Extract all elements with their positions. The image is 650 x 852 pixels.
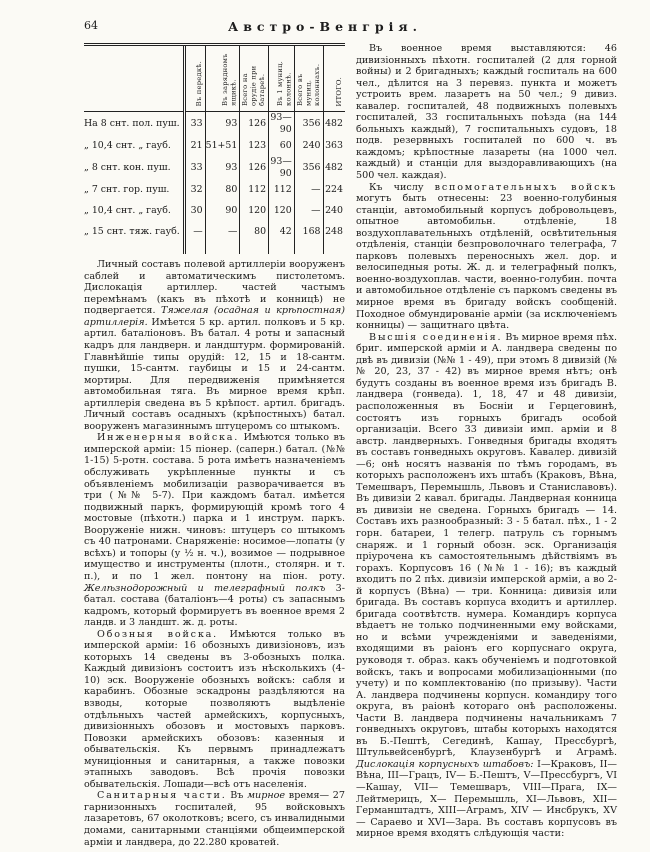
- paragraph: [84, 790, 345, 848]
- table-cell: —: [294, 179, 323, 200]
- body-text: Личный составъ полевой артиллеріи вооруженъ саблей и автоматическимъ пистолетомъ. Дислокація артиллер. частей частымъ перемѣнамъ (какъ въ пѣхотѣ и конницѣ) не подвергается.: [84, 259, 345, 317]
- paragraph: [84, 432, 345, 628]
- table-cell: 482: [323, 112, 345, 136]
- body-text: Къ числу: [369, 181, 435, 193]
- table-cell: 120: [240, 200, 269, 221]
- section-heading: Высшія соединенія.: [369, 331, 503, 343]
- page-header: [0, 0, 650, 37]
- italic-term: Дислокація корпусныхъ штабовъ:: [356, 758, 534, 770]
- table-cell: 356: [294, 156, 323, 179]
- table-cell: 126: [240, 112, 269, 136]
- table-cell: 21: [184, 135, 205, 156]
- table-cell: 240: [294, 135, 323, 156]
- table-cell: 30: [184, 200, 205, 221]
- body-text: I—Краковъ, II— Вѣна, III—Грацъ, IV— Б.-Пештъ, V—Прессбургъ, VI—Кашау, VII— Темешваръ, VIII—Прага, IX—Лейтмерицъ, X— Перемышль, XI—Львовъ, XII—Германштадтъ, XIII—Аграмъ, XIV — Инсбрукъ, XV— Сараево и XVI—Зара. Въ составъ корпусовъ въ мирное время входятъ слѣдующія части:: [356, 758, 617, 840]
- body-text: Имѣются только въ имперской арміи: 15 піонер. (саперн.) батал. (№№ 1-15) 5-ротн. состава. 5 рота имѣетъ назначеніемъ обслуживать укрѣпленные пункты и съ объявленіемъ мобилизаціи разворачивается въ три (№№ 5-7). При каждомъ батал. имѣется подвижный паркъ, формирующій кромѣ того 4 мостовые (пѣхотн.) парка и 1 инструм. паркъ. Вооруженіе нижн. чиновъ: штуцеръ со штыкомъ съ 40 патронами. Снаряженіе: носимое—лопаты (у всѣхъ) и топоры (у ½ н. ч.), возимое — подрывное имущество и инструменты (плотн., столярн. и т. п.), и по 1 жел. понтону на піон. роту.: [84, 432, 345, 582]
- table-row: [84, 221, 345, 254]
- section-heading: Обозныя войска.: [97, 628, 218, 640]
- row-label: „ 10,4 снт. „ гауб.: [84, 204, 171, 216]
- table-row: [84, 112, 345, 136]
- table-row: [84, 135, 345, 156]
- table-cell: 168: [294, 221, 323, 254]
- paragraph: [356, 43, 617, 182]
- row-label: „ 8 снт. кон. пуш.: [84, 161, 171, 173]
- table-cell: 120: [269, 200, 295, 221]
- table-cell: 33: [184, 156, 205, 179]
- table-cell: 363: [323, 135, 345, 156]
- table-cell: 126: [240, 156, 269, 179]
- paragraph: [84, 259, 345, 432]
- table-cell: 93—90: [269, 112, 295, 136]
- table-cell: 90: [205, 200, 240, 221]
- body-text: Въ мирное время пѣх. бриг. имперской арміи и А. ландвера сведены по двѣ въ дивизіи (№№ 1 - 49), при этомъ 8 дивизій (№№ 20, 23, 37 - 42) въ мирное время нѣтъ; онѣ будутъ созданы въ военное время изъ бригадъ В. ландвера (гонведа). 1, 18, 47 и 48 дивизіи, расположенныя въ Босніи и Герцеговинѣ, состоятъ изъ горныхъ бригадъ особой организаціи. Всего 33 дивизіи имп. арміи и 8 австр. ландверныхъ. Гонведныя бригады входятъ въ составъ гонведныхъ округовъ. Кавалер. дивизій—6; онѣ носятъ названія по тѣмъ городамъ, въ которыхъ расположенъ ихъ штабъ (Краковъ, Вѣна, Темешваръ, Перемышль, Львовъ и Станиславовъ). Въ дивизіи 2 кавал. бригады. Ландверная конница въ дивизіи не сведена. Горныхъ бригадъ — 14. Составъ ихъ разнообразный: 3 - 5 батал. пѣх., 1 - 2 горн. батареи, 1 телегр. патруль съ горнымъ снаряж. и 1 горный обозн. эск. Организація пріурочена къ самостоятельнымъ дѣйствіямъ въ горахъ. Корпусовъ 16 (№№ 1 - 16); въ каждый входитъ по 2 пѣх. дивизіи имперской арміи, а во 2-й корпусъ (Вѣна) — три. Конница: дивизія или бригада. Въ составъ корпуса входитъ и артиллер. бригада соотвѣтств. нумера. Командиръ корпуса вѣдаетъ не только подчиненными ему войсками, но и всѣми учрежденіями и заведеніями, входящими въ раіонъ его корпуснаго округа, руководя т. образ. какъ обученіемъ и подготовкой войскъ, такъ и вопросами мобилизаціонными (по учету) и по комплектованію (по призыву). Части А. ландвера подчинены корпусн. командиру того округа, въ раіонѣ котораго онѣ расположены. Части В. ландвера подчинены начальникамъ 7 гонведныхъ округовъ, штабы которыхъ находятся въ Б.-Пештѣ, Сегединѣ, Кашау, Прессбургѣ, Штульвейсенбургѣ, Клаузенбургѣ и Аграмѣ.: [356, 331, 618, 759]
- table-cell: 93: [205, 156, 240, 179]
- table-header-row: [84, 45, 345, 112]
- row-label: „ 15 снт. тяж. гауб.: [84, 225, 180, 237]
- column-header: Въ передкѣ.: [184, 45, 205, 112]
- table-cell: 240: [323, 200, 345, 221]
- right-column-text: [356, 43, 617, 840]
- right-column: [356, 43, 617, 848]
- table-cell: 93: [205, 112, 240, 136]
- column-header: Въ зарядномъ ящикѣ.: [205, 45, 240, 112]
- table-cell: —: [294, 200, 323, 221]
- table-row: [84, 200, 345, 221]
- page-title: Австро-Венгрія.: [228, 19, 422, 34]
- column-header: Въ 1 муниц. колоннѣ.: [269, 45, 295, 112]
- italic-term: Желѣзнодорожный и телеграфный полкъ: [84, 582, 326, 594]
- left-column-text: [84, 259, 345, 848]
- section-heading: Инженерныя войска.: [97, 432, 240, 444]
- paragraph: [356, 332, 617, 840]
- column-header: ИТОГО.: [323, 45, 345, 112]
- page-number: 64: [84, 19, 98, 32]
- paragraph: [84, 629, 345, 791]
- table-cell: 80: [240, 221, 269, 254]
- row-label: „ 7 снт. гор. пуш.: [84, 183, 170, 195]
- table-cell: 60: [269, 135, 295, 156]
- italic-term: мирное: [247, 790, 286, 802]
- body-text: время— 27 гарнизонныхъ госпиталей, 95 войсковыхъ лазаретовъ, 67 околотковъ; всего, съ инвалидными домами, санитарными станціями общеимперской арміи и ландвера, до 22.280 кроватей.: [84, 790, 345, 848]
- italic-term: Тяжелая (осадная и крѣпостная) артиллерія.: [84, 305, 345, 328]
- table-cell: 51+51: [205, 135, 240, 156]
- table-cell: 93—90: [269, 156, 295, 179]
- table-row: [84, 156, 345, 179]
- table-cell: 80: [205, 179, 240, 200]
- table-cell: 42: [269, 221, 295, 254]
- section-heading: вспомогательныхъ войскъ: [434, 181, 617, 193]
- paragraph: [356, 182, 617, 332]
- table-cell: 356: [294, 112, 323, 136]
- table-cell: 123: [240, 135, 269, 156]
- section-heading: Санитарныя части.: [97, 790, 227, 802]
- table-cell: 224: [323, 179, 345, 200]
- body-text: могутъ быть отнесены: 23 военно-голубиныя станціи, автомобильный корпусъ добровольцевъ, опытное автомобильн. отдѣленіе, 18 воздухоплавательныхъ отдѣленій, освѣтительныя отдѣленія, станціи безпроволочнаго телеграфа, 7 парковъ полевыхъ переносныхъ жел. дор. и велосипедныя роты. Ж. д. и телеграфный полкъ, военно-воздухоплав. части, военно-голубин. почта и автомобильное отдѣленіе съ паркомъ сведены въ мирное время въ бригаду войскъ сообщеній. Походное обмундированіе арміи (за исключеніемъ конницы) — защитнаго цвѣта.: [356, 193, 617, 332]
- artillery-ammunition-table: [84, 43, 345, 254]
- table-cell: 248: [323, 221, 345, 254]
- left-column: [84, 43, 345, 848]
- page-content: [84, 43, 617, 848]
- body-text: Въ: [226, 790, 248, 802]
- table-cell: 482: [323, 156, 345, 179]
- table-cell: 112: [269, 179, 295, 200]
- body-text: Имѣются только въ имперской арміи: 16 обозныхъ дивизіоновъ, изъ которыхъ 14 сведены въ 3-обозныхъ полка. Каждый дивизіонъ состоитъ изъ нѣсколькихъ (4-10) эск. Вооруженіе обозныхъ войскъ: сабля и карабинъ. Обозные эскадроны раздѣляются на взводы, которые позволяютъ выдѣленіе отдѣльныхъ частей армейскихъ, корпусныхъ, дивизіонныхъ обозовъ и мостовыхъ парковъ. Повозки армейскихъ обозовъ: казенныя и обывательскія. Къ первымъ принадлежатъ муниціонныя и санитарныя, а также повозки этапныхъ заводовъ. Всѣ прочія повозки обывательскія. Лошади—всѣ отъ населенія.: [84, 628, 345, 790]
- table-body: [84, 112, 345, 255]
- table-cell: 33: [184, 112, 205, 136]
- body-text: Въ военное время выставляются: 46 дивизіонныхъ пѣхотн. госпиталей (2 для горной войны) и 2 бригадныхъ; каждый госпиталь на 600 чел., дѣлится на 3 перевяз. пункта и можетъ устроить врем. лазаретъ на 50 чел.; 9 дивиз. кавалер. госпиталей, 48 подвижныхъ полевыхъ госпиталей, 33 госпитальныхъ поѣзда (на 144 больныхъ каждый), 7 госпитальныхъ судовъ, 18 подв. резервныхъ госпиталей по 600 ч. въ каждомъ; крѣпостные лазареты (на 1000 чел. каждый) и станціи для выздоравливающихъ (на 500 чел. каждая).: [356, 43, 617, 182]
- table-cell: —: [205, 221, 240, 254]
- body-text: 3-батал. состава (баталіонъ—4 роты) съ запаснымъ кадромъ, который формируетъ въ военное время 2 ландв. и 3 ландшт. ж. д. роты.: [84, 582, 345, 629]
- column-header: Всего въ муниц. колоннахъ.: [294, 45, 323, 112]
- column-header: Всего на орудіе при батареѣ.: [240, 45, 269, 112]
- row-label: „ 10,4 снт. „ гауб.: [84, 139, 171, 151]
- body-text: Имѣется 5 кр. артил. полковъ и 5 кр. артил. баталіоновъ. Въ батал. 4 роты и запасный кадръ для ландверн. и ландштурм. формированій. Главнѣйшіе типы орудій: 12, 15 и 18-сантм. пушки, 15-сантм. гаубицы и 15 и 24-сантм. мортиры. Для передвиженія примѣняется автомобильная тяга. Въ мирное время крѣп. артиллерія сведена въ 5 крѣпост. артил. бригадъ. Личный составъ осадныхъ (крѣпостныхъ) батал. вооруженъ магазиннымъ штуцеромъ со штыкомъ.: [84, 316, 345, 432]
- table-cell: 112: [240, 179, 269, 200]
- table-cell: 32: [184, 179, 205, 200]
- table-corner-cell: [84, 45, 184, 112]
- row-label: На 8 снт. пол. пуш.: [84, 117, 180, 129]
- table-row: [84, 179, 345, 200]
- table-cell: —: [184, 221, 205, 254]
